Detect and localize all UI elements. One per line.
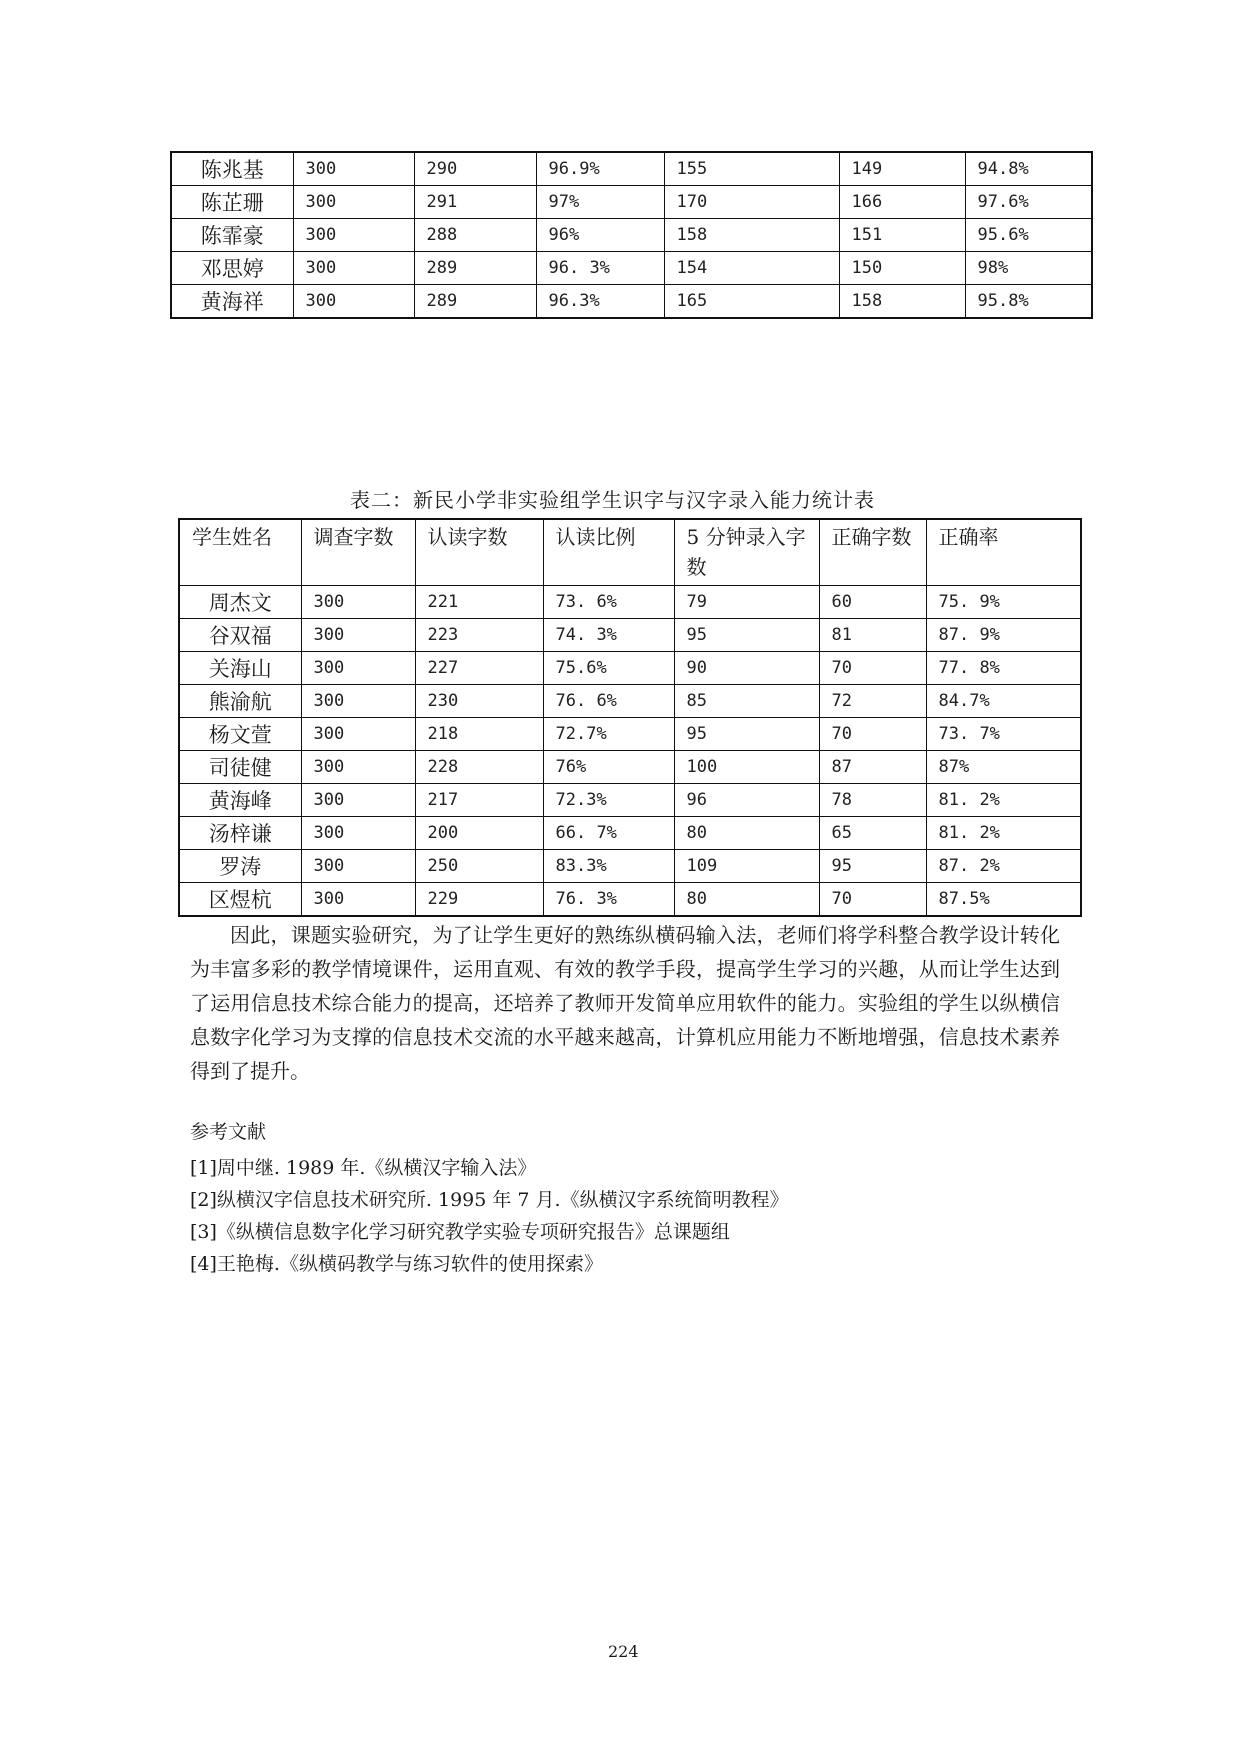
- header-cell: 正确字数: [819, 519, 926, 586]
- table-cell: 87. 9%: [926, 619, 1081, 652]
- table-row: [171, 186, 1092, 219]
- table-cell: 87: [819, 751, 926, 784]
- table-row: [171, 219, 1092, 252]
- table-cell: 155: [664, 152, 839, 186]
- table-cell: 170: [664, 186, 839, 219]
- body-paragraph-block: [190, 918, 1060, 1088]
- table-cell: 95.8%: [965, 285, 1092, 319]
- table-cell: 289: [414, 285, 536, 319]
- table-cell: 96: [674, 784, 819, 817]
- table-cell: 75.6%: [543, 652, 674, 685]
- table-cell: 300: [293, 152, 414, 186]
- table-cell: 87.5%: [926, 883, 1081, 917]
- header-cell: 正确率: [926, 519, 1081, 586]
- table-cell: 70: [819, 718, 926, 751]
- table-cell: 96. 3%: [536, 252, 664, 285]
- table-cell: 76%: [543, 751, 674, 784]
- student-name-cell: 熊渝航: [179, 685, 301, 718]
- table-cell: 96%: [536, 219, 664, 252]
- table-cell: 228: [415, 751, 543, 784]
- student-name-cell: 陈霏豪: [171, 219, 293, 252]
- student-name-cell: 周杰文: [179, 586, 301, 619]
- table-cell: 76. 3%: [543, 883, 674, 917]
- header-cell: 认读字数: [415, 519, 543, 586]
- table-cell: 300: [293, 219, 414, 252]
- table-cell: 66. 7%: [543, 817, 674, 850]
- table-cell: 81. 2%: [926, 784, 1081, 817]
- table-row: [179, 718, 1081, 751]
- table-cell: 72.7%: [543, 718, 674, 751]
- header-cell: 学生姓名: [179, 519, 301, 586]
- table-row: [179, 817, 1081, 850]
- table-cell: 300: [301, 718, 415, 751]
- table-cell: 300: [301, 883, 415, 917]
- table-cell: 300: [301, 850, 415, 883]
- table-cell: 87. 2%: [926, 850, 1081, 883]
- table-cell: 300: [293, 252, 414, 285]
- table-cell: 98%: [965, 252, 1092, 285]
- table-cell: 84.7%: [926, 685, 1081, 718]
- table-cell: 300: [301, 586, 415, 619]
- table-cell: 288: [414, 219, 536, 252]
- references-section: [190, 1116, 789, 1280]
- student-name-cell: 罗涛: [179, 850, 301, 883]
- table-cell: 72.3%: [543, 784, 674, 817]
- table-cell: 85: [674, 685, 819, 718]
- student-name-cell: 谷双福: [179, 619, 301, 652]
- table-cell: 151: [839, 219, 965, 252]
- table-cell: 100: [674, 751, 819, 784]
- table-cell: 158: [839, 285, 965, 319]
- table-cell: 289: [414, 252, 536, 285]
- table-cell: 97.6%: [965, 186, 1092, 219]
- student-name-cell: 汤梓谦: [179, 817, 301, 850]
- reference-item: [4]王艳梅.《纵横码教学与练习软件的使用探索》: [190, 1253, 603, 1275]
- table-cell: 300: [293, 285, 414, 319]
- reference-item: [3]《纵横信息数字化学习研究教学实验专项研究报告》总课题组: [190, 1221, 730, 1243]
- table-cell: 95: [819, 850, 926, 883]
- student-name-cell: 陈芷珊: [171, 186, 293, 219]
- references-heading: 参考文献: [190, 1121, 267, 1143]
- table-cell: 73. 7%: [926, 718, 1081, 751]
- table-cell: 300: [301, 784, 415, 817]
- table-cell: 70: [819, 883, 926, 917]
- table-cell: 221: [415, 586, 543, 619]
- table-cell: 81. 2%: [926, 817, 1081, 850]
- table-cell: 94.8%: [965, 152, 1092, 186]
- table-cell: 65: [819, 817, 926, 850]
- table-cell: 83.3%: [543, 850, 674, 883]
- table-cell: 154: [664, 252, 839, 285]
- body-paragraph: 因此，课题实验研究，为了让学生更好的熟练纵横码输入法，老师们将学科整合教学设计转化为丰富多彩的教学情境课件，运用直观、有效的教学手段，提高学生学习的兴趣，从而让学生达到了运用信息技术综合能力的提高，还培养了教师开发简单应用软件的能力。实验组的学生以纵横信息数字化学习为支撑的信息技术交流的水平越来越高，计算机应用能力不断地增强，信息技术素养得到了提升。: [190, 923, 1060, 1083]
- table-cell: 109: [674, 850, 819, 883]
- table-cell: 77. 8%: [926, 652, 1081, 685]
- table-cell: 76. 6%: [543, 685, 674, 718]
- table-cell: 79: [674, 586, 819, 619]
- table-cell: 230: [415, 685, 543, 718]
- table-cell: 150: [839, 252, 965, 285]
- table-row: [171, 252, 1092, 285]
- table-cell: 90: [674, 652, 819, 685]
- student-name-cell: 杨文萱: [179, 718, 301, 751]
- table-row: [179, 850, 1081, 883]
- table-cell: 218: [415, 718, 543, 751]
- table-cell: 300: [301, 652, 415, 685]
- table-cell: 166: [839, 186, 965, 219]
- header-cell: 调查字数: [301, 519, 415, 586]
- table-cell: 300: [293, 186, 414, 219]
- student-name-cell: 黄海峰: [179, 784, 301, 817]
- table-cell: 290: [414, 152, 536, 186]
- student-name-cell: 关海山: [179, 652, 301, 685]
- student-name-cell: 黄海祥: [171, 285, 293, 319]
- reference-item: [2]纵横汉字信息技术研究所. 1995 年 7 月.《纵横汉字系统简明教程》: [190, 1189, 789, 1211]
- table-cell: 300: [301, 817, 415, 850]
- table-cell: 72: [819, 685, 926, 718]
- table-row: [179, 751, 1081, 784]
- table-cell: 78: [819, 784, 926, 817]
- table-row: [179, 784, 1081, 817]
- table-cell: 223: [415, 619, 543, 652]
- table-cell: 81: [819, 619, 926, 652]
- table-row: [171, 152, 1092, 186]
- student-name-cell: 区煜杭: [179, 883, 301, 917]
- header-cell: 认读比例: [543, 519, 674, 586]
- table-cell: 165: [664, 285, 839, 319]
- table-cell: 73. 6%: [543, 586, 674, 619]
- table-cell: 200: [415, 817, 543, 850]
- table-cell: 95.6%: [965, 219, 1092, 252]
- table-cell: 74. 3%: [543, 619, 674, 652]
- table-row: [179, 883, 1081, 917]
- table-row: [179, 586, 1081, 619]
- table-row: [171, 285, 1092, 319]
- table-cell: 300: [301, 685, 415, 718]
- table-2: [178, 518, 1082, 917]
- table-row: [179, 652, 1081, 685]
- table-cell: 149: [839, 152, 965, 186]
- table-row: [179, 619, 1081, 652]
- student-name-cell: 邓思婷: [171, 252, 293, 285]
- table-cell: 291: [414, 186, 536, 219]
- table-cell: 300: [301, 619, 415, 652]
- table-cell: 70: [819, 652, 926, 685]
- table-cell: 80: [674, 817, 819, 850]
- table-cell: 87%: [926, 751, 1081, 784]
- page-number: 224: [608, 1642, 639, 1661]
- table-cell: 96.9%: [536, 152, 664, 186]
- table-cell: 60: [819, 586, 926, 619]
- table-cell: 95: [674, 718, 819, 751]
- table-2-caption: 表二：新民小学非实验组学生识字与汉字录入能力统计表: [350, 488, 875, 512]
- table-cell: 80: [674, 883, 819, 917]
- table-cell: 158: [664, 219, 839, 252]
- student-name-cell: 陈兆基: [171, 152, 293, 186]
- table-cell: 95: [674, 619, 819, 652]
- table-cell: 75. 9%: [926, 586, 1081, 619]
- table-2-header-row: [179, 519, 1081, 586]
- table-cell: 229: [415, 883, 543, 917]
- header-cell: 5 分钟录入字数: [674, 519, 819, 586]
- table-cell: 96.3%: [536, 285, 664, 319]
- reference-item: [1]周中继. 1989 年.《纵横汉字输入法》: [190, 1157, 537, 1179]
- student-name-cell: 司徒健: [179, 751, 301, 784]
- table-cell: 97%: [536, 186, 664, 219]
- table-1-continued: [170, 151, 1093, 319]
- table-cell: 300: [301, 751, 415, 784]
- table-cell: 217: [415, 784, 543, 817]
- table-cell: 227: [415, 652, 543, 685]
- table-row: [179, 685, 1081, 718]
- table-cell: 250: [415, 850, 543, 883]
